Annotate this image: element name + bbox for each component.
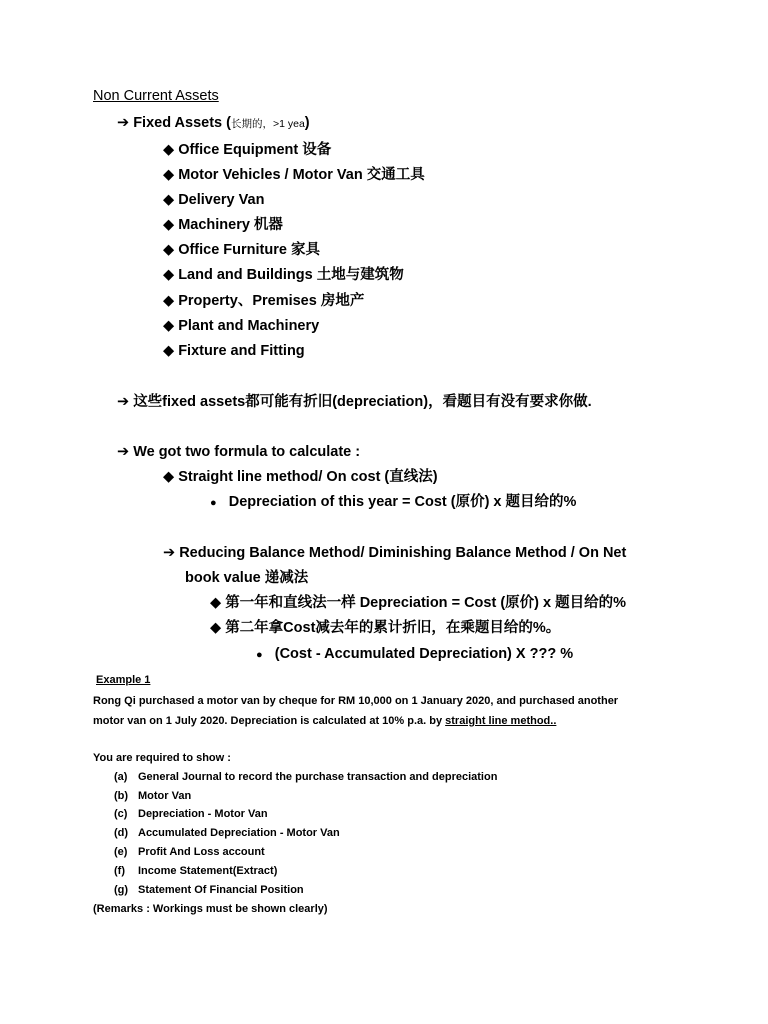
diamond-bullet-icon: ◆ bbox=[163, 142, 175, 158]
reducing-step-2 bbox=[210, 619, 560, 637]
part-text: Profit And Loss account bbox=[138, 846, 265, 858]
straight-line-formula: Depreciation of this year = Cost (原价) x 题目给的% bbox=[228, 494, 577, 510]
straight-line-label: Straight line method/ On cost (直线法) bbox=[178, 469, 438, 485]
part-label: (b) bbox=[114, 790, 129, 802]
depreciation-note-line bbox=[117, 393, 592, 411]
required-part bbox=[114, 883, 304, 897]
diamond-bullet-icon: ◆ bbox=[163, 343, 175, 359]
part-label: (e) bbox=[114, 846, 128, 858]
reducing-formula: (Cost - Accumulated Depreciation) X ??? % bbox=[274, 646, 574, 662]
diamond-bullet-icon: ◆ bbox=[210, 595, 222, 611]
diamond-bullet-icon: ◆ bbox=[163, 217, 175, 233]
asset-item bbox=[163, 166, 425, 184]
part-text: General Journal to record the purchase transaction and depreciation bbox=[138, 771, 498, 783]
asset-item-label: Plant and Machinery bbox=[178, 318, 320, 334]
part-text: Statement Of Financial Position bbox=[138, 884, 304, 896]
asset-item bbox=[163, 317, 319, 335]
example-text-prefix: motor van on 1 July 2020. Depreciation is calculated at 10% p.a. by bbox=[93, 715, 446, 727]
depreciation-note: 这些fixed assets都可能有折旧(depreciation)，看题目有没有要求你做. bbox=[133, 394, 592, 410]
remarks: (Remarks : Workings must be shown clearly) bbox=[93, 903, 328, 915]
section-heading: Non Current Assets bbox=[93, 88, 219, 104]
arrow-icon: ➔ bbox=[163, 545, 176, 561]
dot-bullet-icon: ● bbox=[210, 497, 217, 509]
reducing-formula-item bbox=[256, 645, 573, 664]
reducing-step-2-text: 第二年拿Cost减去年的累计折旧，在乘题目给的%。 bbox=[225, 620, 561, 636]
formula-intro: We got two formula to calculate : bbox=[133, 444, 361, 460]
asset-item bbox=[163, 292, 364, 310]
diamond-bullet-icon: ◆ bbox=[163, 318, 175, 334]
asset-item-label: Motor Vehicles / Motor Van 交通工具 bbox=[178, 167, 425, 183]
part-label: (c) bbox=[114, 808, 128, 820]
diamond-bullet-icon: ◆ bbox=[163, 192, 175, 208]
arrow-icon: ➔ bbox=[117, 394, 130, 410]
part-text: Income Statement(Extract) bbox=[138, 865, 278, 877]
formula-intro-line bbox=[117, 443, 360, 461]
dot-bullet-icon: ● bbox=[256, 649, 263, 661]
required-part bbox=[114, 789, 191, 803]
asset-item bbox=[163, 141, 331, 159]
diamond-bullet-icon: ◆ bbox=[163, 167, 175, 183]
reducing-step-1 bbox=[210, 594, 626, 612]
fixed-assets-close: ) bbox=[304, 115, 310, 131]
asset-item bbox=[163, 216, 283, 234]
required-part bbox=[114, 770, 497, 784]
asset-item-label: Office Furniture 家具 bbox=[178, 242, 320, 258]
part-text: Depreciation - Motor Van bbox=[138, 808, 268, 820]
asset-item-label: Delivery Van bbox=[178, 192, 265, 208]
asset-item-label: Machinery 机器 bbox=[178, 217, 283, 233]
straight-line-item bbox=[163, 468, 438, 486]
asset-item-label: Office Equipment 设备 bbox=[178, 142, 332, 158]
required-part bbox=[114, 864, 277, 878]
diamond-bullet-icon: ◆ bbox=[163, 267, 175, 283]
arrow-icon: ➔ bbox=[117, 444, 130, 460]
example-title: Example 1 bbox=[96, 674, 151, 686]
required-part bbox=[114, 845, 265, 859]
required-part bbox=[114, 826, 340, 840]
part-label: (a) bbox=[114, 771, 128, 783]
reducing-step-1-text: 第一年和直线法一样 Depreciation = Cost (原价) x 题目给的% bbox=[225, 595, 626, 611]
asset-item bbox=[163, 342, 305, 360]
asset-item bbox=[163, 266, 404, 284]
diamond-bullet-icon: ◆ bbox=[163, 293, 175, 309]
diamond-bullet-icon: ◆ bbox=[210, 620, 222, 636]
asset-item bbox=[163, 191, 264, 209]
asset-item-label: Property、Premises 房地产 bbox=[178, 293, 365, 309]
diamond-bullet-icon: ◆ bbox=[163, 469, 175, 485]
asset-item bbox=[163, 241, 320, 259]
required-heading: You are required to show : bbox=[93, 752, 231, 764]
part-label: (d) bbox=[114, 827, 129, 839]
fixed-assets-label: Fixed Assets ( bbox=[133, 115, 231, 131]
asset-item-label: Fixture and Fitting bbox=[178, 343, 305, 359]
arrow-icon: ➔ bbox=[117, 115, 130, 131]
example-text-line-1: Rong Qi purchased a motor van by cheque for RM 10,000 on 1 January 2020, and purchased another bbox=[93, 695, 619, 707]
diamond-bullet-icon: ◆ bbox=[163, 242, 175, 258]
part-text: Accumulated Depreciation - Motor Van bbox=[138, 827, 340, 839]
straight-line-method-link: straight line method.. bbox=[445, 715, 557, 727]
fixed-assets-line bbox=[117, 114, 310, 133]
part-label: (g) bbox=[114, 884, 129, 896]
reducing-balance-label-cont: book value 递减法 bbox=[185, 570, 309, 586]
example-text-line-2 bbox=[93, 714, 556, 728]
asset-item-label: Land and Buildings 土地与建筑物 bbox=[178, 267, 404, 283]
reducing-balance-label: Reducing Balance Method/ Diminishing Balance Method / On Net bbox=[179, 545, 627, 561]
part-text: Motor Van bbox=[138, 790, 192, 802]
straight-line-formula-item bbox=[210, 493, 576, 512]
required-part bbox=[114, 807, 268, 821]
fixed-assets-note: 长期的，>1 yea bbox=[230, 118, 305, 130]
part-label: (f) bbox=[114, 865, 125, 877]
reducing-balance-item bbox=[163, 544, 626, 562]
